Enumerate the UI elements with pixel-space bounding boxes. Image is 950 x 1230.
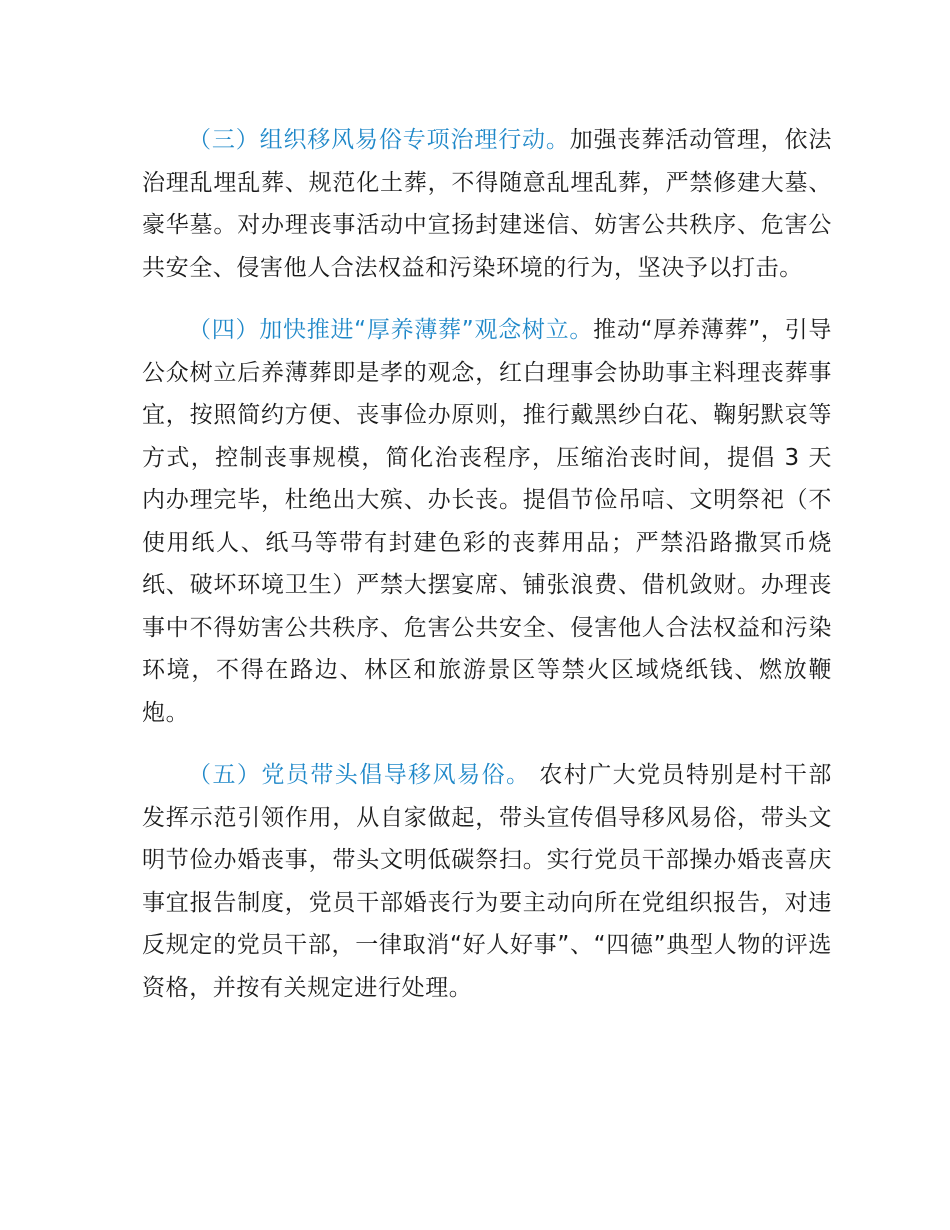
document-body — [142, 119, 832, 1029]
section-5-heading: （五）党员带头倡导移风易俗。 — [188, 762, 531, 788]
section-4-text: 推动“厚养薄葬”，引导公众树立后养薄葬即是孝的观念，红白理事会协助事主料理丧葬事宜，按照简约方便、丧事俭办原则，推行戴黑纱白花、鞠躬默哀等方式，控制丧事规模，简化治丧程序，压缩治丧时间，提倡 3 天内办理完毕，杜绝出大殡、办长丧。提倡节俭吊唁、文明祭祀（不使用纸人、纸马等带有封建色彩的丧葬用品；严禁沿路撒冥币烧纸、破坏环境卫生）严禁大摆宴席、铺张浪费、借机敛财。办理丧事中不得妨害公共秩序、危害公共安全、侵害他人合法权益和污染环境，不得在路边、林区和旅游景区等禁火区域烧纸钱、燃放鞭炮。 — [142, 317, 832, 726]
section-3-text: 加强丧葬活动管理，依法治理乱埋乱葬、规范化土葬，不得随意乱埋乱葬，严禁修建大墓、豪华墓。对办理丧事活动中宣扬封建迷信、妨害公共秩序、危害公共安全、侵害他人合法权益和污染环境的行为，坚决予以打击。 — [142, 127, 832, 281]
section-3-heading: （三）组织移风易俗专项治理行动。 — [188, 127, 570, 153]
section-5-paragraph — [142, 754, 832, 1009]
section-4-paragraph — [142, 309, 832, 734]
section-3-paragraph — [142, 119, 832, 289]
section-5-text: 农村广大党员特别是村干部发挥示范引领作用，从自家做起，带头宣传倡导移风易俗，带头文明节俭办婚丧事，带头文明低碳祭扫。实行党员干部操办婚丧喜庆事宜报告制度，党员干部婚丧行为要主动向所在党组织报告，对违反规定的党员干部，一律取消“好人好事”、“四德”典型人物的评选资格，并按有关规定进行处理。 — [142, 762, 832, 1001]
section-4-heading: （四）加快推进“厚养薄葬”观念树立。 — [188, 317, 594, 343]
